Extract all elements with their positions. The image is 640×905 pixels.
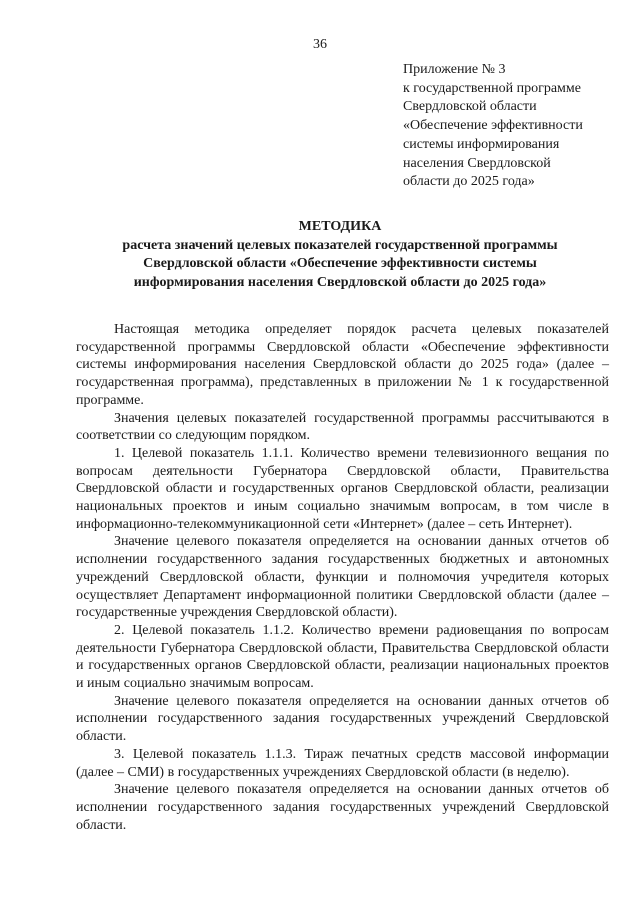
appendix-line: системы информирования xyxy=(403,136,560,152)
body-paragraph: Значение целевого показателя определяется на основании данных отчетов об исполнении государственного задания государственных учреждений Свердловской области. xyxy=(76,693,609,745)
title-subtitle-line: расчета значений целевых показателей государственной программы xyxy=(122,237,558,253)
body-paragraph: Значение целевого показателя определяется на основании данных отчетов об исполнении государственного задания государственных учреждений Свердловской области. xyxy=(76,782,609,833)
title-subtitle-line: информирования населения Свердловской области до 2025 года» xyxy=(133,274,547,290)
title-heading: МЕТОДИКА xyxy=(298,219,382,234)
appendix-line: «Обеспечение эффективности xyxy=(403,118,583,134)
body-paragraph: Настоящая методика определяет порядок расчета целевых показателей государственной программы Свердловской области «Обеспечение эффективности системы информирования населения Свердловской области до 2025 года» (далее – государственная программа), представленных в приложении № 1 к государственной программе. xyxy=(76,322,609,408)
document-title xyxy=(60,218,620,292)
appendix-line: Свердловской области xyxy=(403,99,537,115)
body-paragraph: Значение целевого показателя определяется на основании данных отчетов об исполнении государственного задания государственных бюджетных и автономных учреждений Свердловской области, функции и полномочия учредителя которых осуществляет Департамент информационной политики Свердловской области (далее – государственные учреждения Свердловской области). xyxy=(76,534,609,621)
body-paragraph: 2. Целевой показатель 1.1.2. Количество времени радиовещания по вопросам деятельности Губернатора Свердловской области, Правительства Свердловской области и государственных органов Свердловской области, реализации национальных проектов и иным социально значимым вопросам. xyxy=(76,622,609,692)
appendix-line: Приложение № 3 xyxy=(403,62,506,77)
body-paragraph: Значения целевых показателей государственной программы рассчитываются в соответствии со следующим порядком. xyxy=(76,410,609,444)
body-paragraph: 1. Целевой показатель 1.1.1. Количество времени телевизионного вещания по вопросам деятельности Губернатора Свердловской области, Правительства Свердловской области и государственных органов Свердловской области, реализации национальных проектов и иным социально значимым вопросам, в том числе в информационно-телекоммуникационной сети «Интернет» (далее – сеть Интернет). xyxy=(76,445,609,532)
body-paragraph: 3. Целевой показатель 1.1.3. Тираж печатных средств массовой информации (далее – СМИ) в государственных учреждениях Свердловской области (в неделю). xyxy=(76,746,609,780)
appendix-line: к государственной программе xyxy=(403,80,581,96)
appendix-line: населения Свердловской xyxy=(403,155,551,171)
appendix-header xyxy=(403,61,628,192)
title-subtitle-line: Свердловской области «Обеспечение эффективности системы xyxy=(143,256,537,271)
page-number: 36 xyxy=(313,37,327,52)
appendix-line: области до 2025 года» xyxy=(403,174,535,190)
document-body xyxy=(76,321,609,834)
